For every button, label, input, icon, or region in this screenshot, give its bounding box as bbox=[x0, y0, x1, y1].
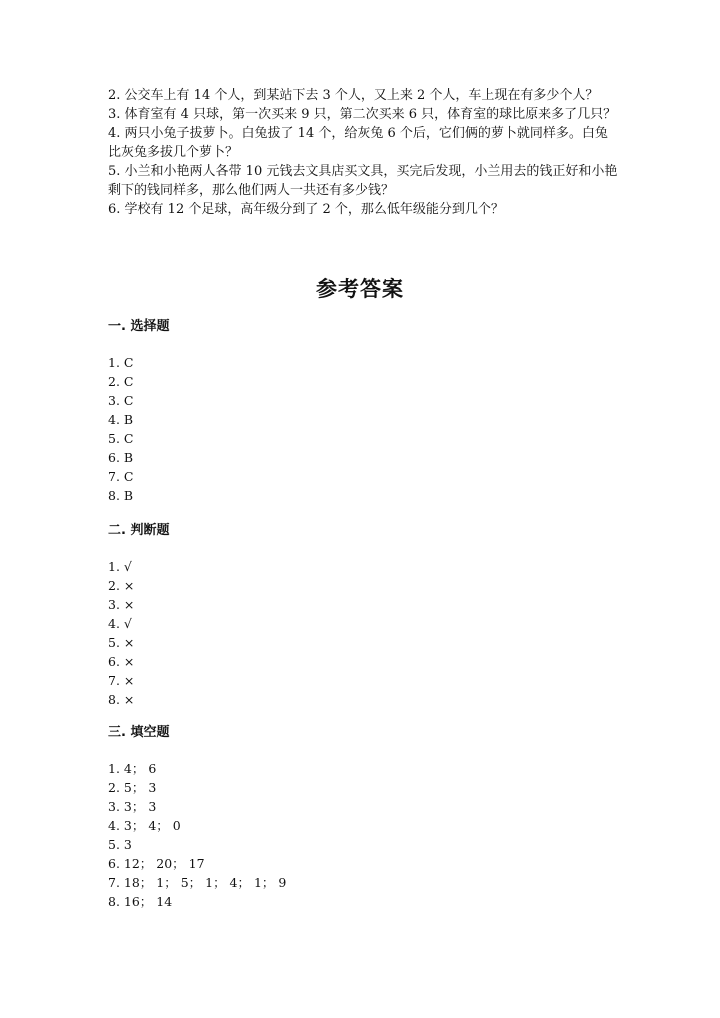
answer-item: 4. B bbox=[108, 412, 134, 427]
answer-item: 7. C bbox=[108, 469, 134, 484]
answer-item: 1. √ bbox=[108, 559, 132, 574]
answer-item: 5. C bbox=[108, 431, 134, 446]
answer-item: 2. × bbox=[108, 578, 135, 593]
problem-2: 2. 公交车上有 14 个人，到某站下去 3 个人，又上来 2 个人，车上现在有多少个人？ bbox=[108, 88, 599, 103]
section-multiple-choice bbox=[108, 318, 508, 505]
section-true-false bbox=[108, 522, 508, 709]
problem-3: 3. 体育室有 4 只球，第一次买来 9 只，第二次买来 6 只，体育室的球比原来多了几只？ bbox=[108, 107, 617, 122]
answer-item: 3. C bbox=[108, 393, 134, 408]
answers-title: 参考答案 bbox=[316, 277, 404, 301]
answer-list bbox=[108, 557, 508, 709]
answer-item: 3. × bbox=[108, 597, 135, 612]
answer-item: 8. B bbox=[108, 488, 134, 503]
word-problems bbox=[108, 86, 618, 219]
answer-item: 2. C bbox=[108, 374, 134, 389]
section-heading: 二. 判断题 bbox=[108, 523, 170, 538]
section-fill-blank bbox=[108, 724, 508, 911]
answer-item: 2. 5； 3 bbox=[108, 780, 157, 795]
answer-item: 6. × bbox=[108, 654, 135, 669]
answer-item: 3. 3； 3 bbox=[108, 799, 157, 814]
section-heading: 三. 填空题 bbox=[108, 725, 170, 740]
answer-item: 6. B bbox=[108, 450, 134, 465]
answer-item: 4. 3； 4； 0 bbox=[108, 818, 181, 833]
answer-item: 5. × bbox=[108, 635, 135, 650]
answer-list bbox=[108, 759, 508, 911]
answer-item: 6. 12； 20； 17 bbox=[108, 856, 205, 871]
problem-6: 6. 学校有 12 个足球，高年级分到了 2 个，那么低年级能分到几个？ bbox=[108, 202, 504, 217]
answer-list bbox=[108, 353, 508, 505]
answer-item: 8. × bbox=[108, 692, 135, 707]
answer-item: 8. 16； 14 bbox=[108, 894, 173, 909]
answer-item: 5. 3 bbox=[108, 837, 132, 852]
answer-item: 7. × bbox=[108, 673, 135, 688]
answer-item: 7. 18； 1； 5； 1； 4； 1； 9 bbox=[108, 875, 287, 890]
answer-item: 4. √ bbox=[108, 616, 132, 631]
answer-item: 1. C bbox=[108, 355, 134, 370]
problem-4: 4. 两只小兔子拔萝卜。白兔拔了 14 个，给灰兔 6 个后，它们俩的萝卜就同样多。白兔比灰兔多拔几个萝卜？ bbox=[108, 126, 608, 160]
answer-item: 1. 4； 6 bbox=[108, 761, 157, 776]
problem-5: 5. 小兰和小艳两人各带 10 元钱去文具店买文具，买完后发现，小兰用去的钱正好和小艳剩下的钱同样多，那么他们两人一共还有多少钱？ bbox=[108, 164, 618, 198]
section-heading: 一. 选择题 bbox=[108, 319, 170, 334]
